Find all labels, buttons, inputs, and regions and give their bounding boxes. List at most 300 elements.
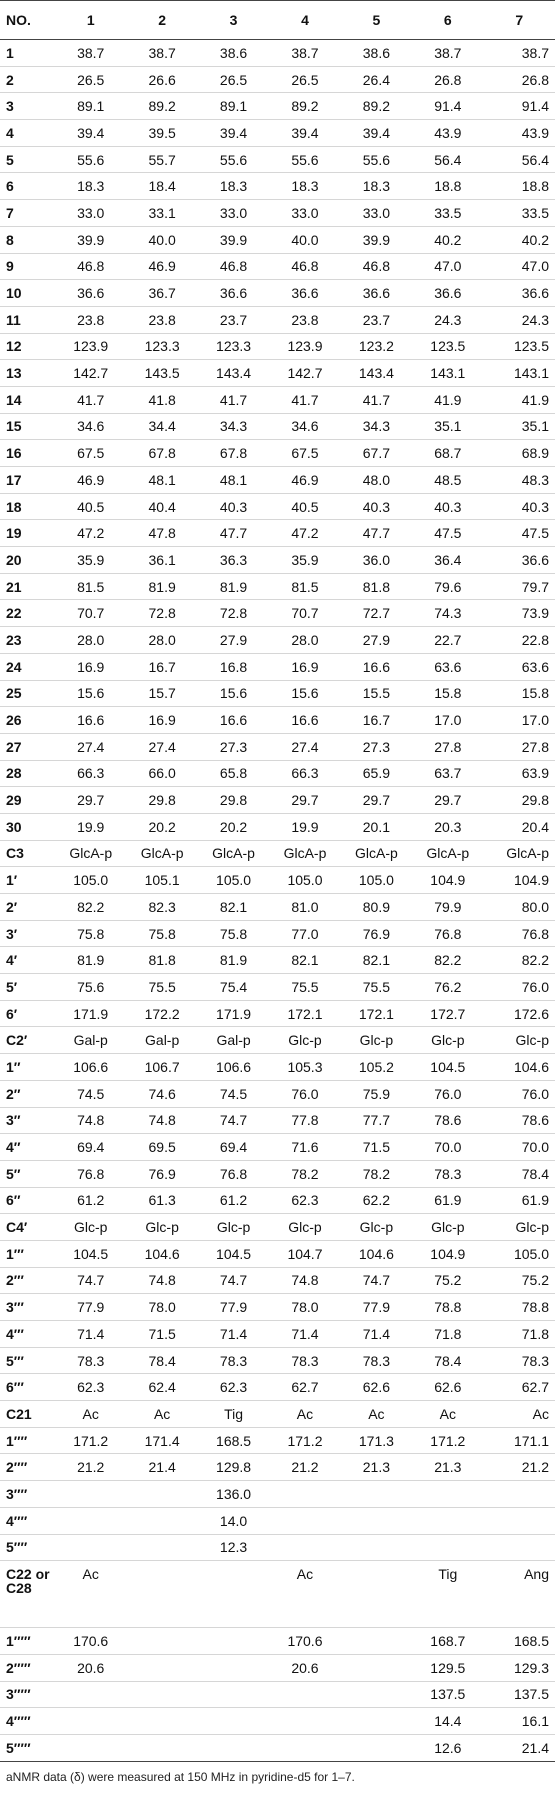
table-row xyxy=(0,1454,555,1481)
row-label: 6′ xyxy=(6,1005,18,1022)
table-cell: 16.7 xyxy=(362,712,391,729)
table-cell xyxy=(269,1534,340,1561)
table-cell: Glc-p xyxy=(431,1032,465,1049)
table-cell: 71.4 xyxy=(291,1325,319,1342)
table-cell: 21.4 xyxy=(148,1459,176,1476)
table-cell: 15.6 xyxy=(291,685,319,702)
table-cell: 18.3 xyxy=(362,178,391,195)
table-row xyxy=(0,1134,555,1161)
row-label: 6′′′ xyxy=(6,1379,24,1396)
table-cell: 36.1 xyxy=(148,551,176,568)
table-cell: 36.3 xyxy=(219,551,248,568)
table-cell: 20.6 xyxy=(77,1659,105,1676)
table-cell: GlcA-p xyxy=(426,845,470,862)
table-cell xyxy=(126,1481,197,1508)
row-label: 25 xyxy=(6,685,22,702)
table-cell: 16.9 xyxy=(148,712,176,729)
row-label: 16 xyxy=(6,445,22,462)
table-cell: 62.3 xyxy=(77,1379,105,1396)
table-cell: 65.8 xyxy=(219,765,248,782)
table-cell: 78.3 xyxy=(521,1352,549,1369)
table-cell: 47.7 xyxy=(219,525,248,542)
table-row xyxy=(0,787,555,814)
table-cell: Glc-p xyxy=(515,1219,549,1236)
table-row xyxy=(0,1481,555,1508)
table-cell: 74.8 xyxy=(291,1272,319,1289)
table-cell: 27.4 xyxy=(148,738,176,755)
table-cell: Glc-p xyxy=(288,1219,322,1236)
table-row xyxy=(0,947,555,974)
table-cell: 63.9 xyxy=(521,765,549,782)
table-cell: 23.8 xyxy=(77,311,105,328)
table-cell: GlcA-p xyxy=(212,845,255,862)
table-row xyxy=(0,547,555,574)
table-cell: 21.3 xyxy=(362,1459,391,1476)
table-cell: 78.4 xyxy=(148,1352,176,1369)
table-cell: 76.9 xyxy=(148,1165,176,1182)
table-cell: 40.5 xyxy=(77,498,105,515)
table-cell xyxy=(55,1507,126,1534)
table-cell: 77.0 xyxy=(291,925,319,942)
table-cell: 168.5 xyxy=(513,1633,549,1650)
table-row xyxy=(0,1240,555,1267)
table-cell: 105.0 xyxy=(358,872,394,889)
table-row xyxy=(0,573,555,600)
table-cell: 74.7 xyxy=(77,1272,105,1289)
table-cell: 129.8 xyxy=(216,1459,252,1476)
row-label: 27 xyxy=(6,738,22,755)
table-cell: 15.6 xyxy=(77,685,105,702)
table-cell: 55.6 xyxy=(219,151,248,168)
row-label: 19 xyxy=(6,525,22,542)
table-cell: 34.6 xyxy=(77,418,105,435)
table-cell: 62.3 xyxy=(219,1379,248,1396)
row-label: 1′′ xyxy=(6,1058,21,1075)
table-cell: 18.8 xyxy=(521,178,549,195)
table-cell: 47.8 xyxy=(148,525,176,542)
table-cell: Glc-p xyxy=(145,1219,179,1236)
table-cell: 39.9 xyxy=(77,231,105,248)
table-row xyxy=(0,173,555,200)
table-cell: 104.6 xyxy=(513,1058,549,1075)
table-row xyxy=(0,1561,555,1628)
table-row xyxy=(0,66,555,93)
table-cell: 20.4 xyxy=(521,818,549,835)
table-cell: 106.6 xyxy=(73,1058,109,1075)
table-cell: 41.7 xyxy=(77,391,105,408)
row-label: 3′′ xyxy=(6,1112,21,1129)
row-label: C21 xyxy=(6,1405,32,1422)
table-cell: 74.8 xyxy=(77,1112,105,1129)
header-compound-1: 1 xyxy=(55,1,126,40)
row-label: 2′′′ xyxy=(6,1272,24,1289)
table-cell: 71.8 xyxy=(521,1325,549,1342)
table-cell: 80.0 xyxy=(521,898,549,915)
table-footnote: aNMR data (δ) were measured at 150 MHz in pyridine-d5 for 1–7. xyxy=(6,1769,355,1784)
table-cell: 29.8 xyxy=(148,792,176,809)
table-cell: 36.6 xyxy=(291,285,319,302)
table-cell: 72.8 xyxy=(219,605,248,622)
table-cell xyxy=(198,1681,269,1708)
row-label: 8 xyxy=(6,231,14,248)
table-cell: 104.6 xyxy=(358,1245,394,1262)
table-cell: 38.7 xyxy=(77,44,105,61)
table-row xyxy=(0,653,555,680)
table-cell: 23.8 xyxy=(148,311,176,328)
table-cell: Glc-p xyxy=(359,1032,394,1049)
table-cell: 75.5 xyxy=(148,978,176,995)
table-cell xyxy=(126,1561,197,1628)
table-row xyxy=(0,1534,555,1561)
table-cell: 29.7 xyxy=(291,792,319,809)
table-cell xyxy=(341,1681,412,1708)
table-cell: 123.2 xyxy=(358,338,394,355)
row-label: 5′′′′ xyxy=(6,1539,28,1556)
table-cell: 91.4 xyxy=(521,98,549,115)
table-cell xyxy=(269,1708,340,1735)
table-cell: 24.3 xyxy=(434,311,462,328)
table-cell: 74.8 xyxy=(148,1272,176,1289)
table-row xyxy=(0,894,555,921)
table-cell: 77.8 xyxy=(291,1112,319,1129)
row-label: 14 xyxy=(6,391,22,408)
table-cell: 81.0 xyxy=(291,898,319,915)
table-cell: 36.7 xyxy=(148,285,176,302)
table-cell: 172.1 xyxy=(287,1005,323,1022)
table-cell: 81.9 xyxy=(219,578,248,595)
table-row xyxy=(0,1160,555,1187)
table-cell: 81.9 xyxy=(77,952,105,969)
table-cell: 29.8 xyxy=(219,792,248,809)
table-cell: 75.5 xyxy=(362,978,391,995)
table-cell: 36.4 xyxy=(434,551,462,568)
table-cell: 15.6 xyxy=(219,685,248,702)
table-cell xyxy=(412,1507,483,1534)
table-cell: 66.0 xyxy=(148,765,176,782)
table-cell: 82.2 xyxy=(521,952,549,969)
table-row xyxy=(0,627,555,654)
table-cell xyxy=(341,1507,412,1534)
table-cell xyxy=(412,1481,483,1508)
table-cell: 172.6 xyxy=(513,1005,549,1022)
table-cell xyxy=(126,1708,197,1735)
table-cell: 16.8 xyxy=(219,658,248,675)
table-cell: 40.3 xyxy=(521,498,549,515)
table-row xyxy=(0,867,555,894)
table-cell: 171.2 xyxy=(287,1432,323,1449)
row-label: C3 xyxy=(6,845,24,862)
table-cell: 33.5 xyxy=(521,204,549,221)
table-cell: 12.3 xyxy=(219,1539,248,1556)
table-row xyxy=(0,1187,555,1214)
table-row xyxy=(0,1267,555,1294)
table-cell: 63.6 xyxy=(521,658,549,675)
row-label: 5′ xyxy=(6,978,18,995)
table-cell: 55.6 xyxy=(362,151,391,168)
table-cell: 62.7 xyxy=(291,1379,319,1396)
table-cell: 41.9 xyxy=(521,391,549,408)
row-label: 4′′′′ xyxy=(6,1512,28,1529)
row-label: 7 xyxy=(6,204,14,221)
table-cell: 69.4 xyxy=(219,1139,248,1156)
table-cell: 76.0 xyxy=(521,1085,549,1102)
table-cell: 46.8 xyxy=(362,258,391,275)
table-cell xyxy=(126,1734,197,1761)
table-cell: 171.3 xyxy=(358,1432,394,1449)
table-cell: 89.2 xyxy=(291,98,319,115)
table-cell: 21.2 xyxy=(291,1459,319,1476)
table-cell xyxy=(55,1534,126,1561)
table-cell: 74.7 xyxy=(219,1272,248,1289)
table-cell: 68.7 xyxy=(434,445,462,462)
table-cell xyxy=(269,1681,340,1708)
table-cell: 76.8 xyxy=(434,925,462,942)
table-cell: 104.7 xyxy=(287,1245,323,1262)
row-label: 11 xyxy=(6,311,21,328)
table-cell: 38.6 xyxy=(362,44,391,61)
row-label: C4′ xyxy=(6,1219,28,1236)
table-cell: 26.8 xyxy=(521,71,549,88)
table-cell: 14.0 xyxy=(219,1512,248,1529)
table-row xyxy=(0,1347,555,1374)
table-cell: 12.6 xyxy=(434,1739,462,1756)
table-cell: 78.3 xyxy=(434,1165,462,1182)
table-cell: 48.3 xyxy=(521,471,549,488)
table-cell: Ac xyxy=(296,1405,314,1422)
table-row xyxy=(0,733,555,760)
header-compound-5: 5 xyxy=(341,1,412,40)
table-cell: 168.5 xyxy=(216,1432,252,1449)
row-label: 23 xyxy=(6,631,22,648)
table-cell: 40.2 xyxy=(521,231,549,248)
table-cell: 76.8 xyxy=(521,925,549,942)
table-cell: 76.0 xyxy=(434,1085,462,1102)
table-cell: 75.8 xyxy=(77,925,105,942)
table-cell: 105.3 xyxy=(287,1058,323,1075)
table-cell: 66.3 xyxy=(291,765,319,782)
table-cell: 38.7 xyxy=(434,44,462,61)
table-cell: 41.7 xyxy=(362,391,391,408)
row-label: 1′′′′′ xyxy=(6,1633,31,1650)
table-cell: 104.5 xyxy=(216,1245,252,1262)
table-cell: 34.3 xyxy=(362,418,391,435)
table-cell: 34.3 xyxy=(219,418,248,435)
table-cell xyxy=(341,1734,412,1761)
table-cell xyxy=(341,1481,412,1508)
table-cell: 28.0 xyxy=(291,631,319,648)
table-row xyxy=(0,386,555,413)
table-row xyxy=(0,1107,555,1134)
table-cell: 81.5 xyxy=(291,578,319,595)
table-cell: 19.9 xyxy=(291,818,319,835)
table-cell: 106.7 xyxy=(144,1058,180,1075)
table-cell: 73.9 xyxy=(521,605,549,622)
table-cell: 171.4 xyxy=(144,1432,180,1449)
table-cell: 27.4 xyxy=(77,738,105,755)
table-cell: 168.7 xyxy=(430,1633,466,1650)
table-cell: 15.8 xyxy=(521,685,549,702)
table-row xyxy=(0,280,555,307)
table-cell: 68.9 xyxy=(521,445,549,462)
table-cell xyxy=(126,1681,197,1708)
row-label: 5′′ xyxy=(6,1165,21,1182)
table-cell: Ac xyxy=(82,1566,99,1583)
table-cell: 36.6 xyxy=(434,285,462,302)
table-cell: 78.2 xyxy=(291,1165,319,1182)
row-label: 3′′′′′ xyxy=(6,1686,31,1703)
table-cell: Ac xyxy=(153,1405,171,1422)
table-cell: 81.9 xyxy=(219,952,248,969)
table-cell: Gal-p xyxy=(216,1032,251,1049)
table-cell: 46.9 xyxy=(291,471,319,488)
table-cell: 26.8 xyxy=(434,71,462,88)
table-cell: 33.0 xyxy=(77,204,105,221)
table-cell: 46.9 xyxy=(148,258,176,275)
table-cell: 171.9 xyxy=(216,1005,252,1022)
table-cell: 41.7 xyxy=(219,391,248,408)
table-cell: 82.2 xyxy=(77,898,105,915)
header-compound-2: 2 xyxy=(126,1,197,40)
table-cell: 123.3 xyxy=(216,338,252,355)
table-cell: 40.3 xyxy=(434,498,462,515)
table-cell: 171.1 xyxy=(513,1432,549,1449)
table-cell: 62.6 xyxy=(434,1379,462,1396)
table-cell: 70.0 xyxy=(434,1139,462,1156)
table-cell: 105.0 xyxy=(216,872,252,889)
table-cell xyxy=(198,1561,269,1628)
table-row xyxy=(0,1374,555,1401)
table-cell: 81.5 xyxy=(77,578,105,595)
table-cell: 27.3 xyxy=(362,738,391,755)
table-cell xyxy=(412,1534,483,1561)
table-cell: 26.5 xyxy=(219,71,248,88)
table-cell: 36.6 xyxy=(521,285,549,302)
table-cell: 47.7 xyxy=(362,525,391,542)
row-label: 3′ xyxy=(6,925,18,942)
table-cell: 29.7 xyxy=(362,792,391,809)
table-cell: 47.2 xyxy=(291,525,319,542)
table-cell: 137.5 xyxy=(513,1686,549,1703)
table-cell: 38.6 xyxy=(219,44,248,61)
table-cell: 16.6 xyxy=(77,712,105,729)
table-cell: 34.6 xyxy=(291,418,319,435)
table-cell: 70.0 xyxy=(521,1139,549,1156)
table-cell: 46.9 xyxy=(77,471,105,488)
table-cell: Glc-p xyxy=(431,1219,465,1236)
table-cell xyxy=(269,1481,340,1508)
table-cell: 104.9 xyxy=(430,1245,466,1262)
table-cell: 105.0 xyxy=(287,872,323,889)
table-cell: 129.3 xyxy=(513,1659,549,1676)
table-cell: GlcA-p xyxy=(69,845,113,862)
table-cell: Ac xyxy=(368,1405,385,1422)
table-row xyxy=(0,974,555,1001)
row-label: 20 xyxy=(6,551,22,568)
table-cell: 70.7 xyxy=(77,605,105,622)
header-no: NO. xyxy=(0,1,55,40)
table-cell: 35.9 xyxy=(291,551,319,568)
table-cell xyxy=(55,1481,126,1508)
table-cell: 16.6 xyxy=(362,658,391,675)
table-row xyxy=(0,1628,555,1655)
table-cell: 21.2 xyxy=(521,1459,549,1476)
table-cell: 36.6 xyxy=(77,285,105,302)
table-cell: 75.9 xyxy=(362,1085,391,1102)
table-cell: 33.1 xyxy=(148,204,176,221)
table-cell xyxy=(341,1628,412,1655)
table-cell: 71.4 xyxy=(77,1325,105,1342)
table-cell: 17.0 xyxy=(434,712,462,729)
table-cell: 78.3 xyxy=(219,1352,248,1369)
table-cell: 18.3 xyxy=(77,178,105,195)
row-label: 3 xyxy=(6,98,14,115)
row-label: 4′ xyxy=(6,952,18,969)
table-cell: 16.7 xyxy=(148,658,176,675)
table-cell: 47.2 xyxy=(77,525,105,542)
table-cell: 47.0 xyxy=(521,258,549,275)
table-cell: 143.1 xyxy=(430,365,466,382)
table-cell: 104.5 xyxy=(73,1245,109,1262)
table-cell xyxy=(126,1628,197,1655)
row-label: 12 xyxy=(6,338,22,355)
row-label: 5′′′ xyxy=(6,1352,24,1369)
table-cell: 143.4 xyxy=(216,365,252,382)
table-cell: 61.2 xyxy=(77,1192,105,1209)
table-cell: 79.9 xyxy=(434,898,462,915)
table-row xyxy=(0,413,555,440)
table-cell: 67.5 xyxy=(77,445,105,462)
table-cell: 46.8 xyxy=(291,258,319,275)
table-cell: 24.3 xyxy=(521,311,549,328)
table-cell: 62.6 xyxy=(362,1379,391,1396)
table-cell xyxy=(126,1534,197,1561)
table-cell: 46.8 xyxy=(219,258,248,275)
row-label: 6 xyxy=(6,178,14,195)
table-row xyxy=(0,93,555,120)
table-cell: 76.8 xyxy=(219,1165,248,1182)
table-cell: 33.0 xyxy=(362,204,391,221)
table-cell: 40.3 xyxy=(219,498,248,515)
table-row xyxy=(0,253,555,280)
table-cell: 20.3 xyxy=(434,818,462,835)
table-cell: 82.1 xyxy=(362,952,391,969)
row-label: 4 xyxy=(6,124,14,141)
table-cell: 82.2 xyxy=(434,952,462,969)
table-row xyxy=(0,1681,555,1708)
table-cell xyxy=(341,1534,412,1561)
table-cell: 81.8 xyxy=(148,952,176,969)
table-cell: 35.1 xyxy=(434,418,462,435)
table-cell: 18.8 xyxy=(434,178,462,195)
table-cell xyxy=(341,1561,412,1628)
row-label: 28 xyxy=(6,765,22,782)
row-label: 2′′′′ xyxy=(6,1459,28,1476)
row-label: 1′′′ xyxy=(6,1245,24,1262)
table-cell: 16.9 xyxy=(77,658,105,675)
table-cell: 82.1 xyxy=(291,952,319,969)
table-cell: 29.8 xyxy=(521,792,549,809)
table-cell xyxy=(198,1654,269,1681)
table-cell: 129.5 xyxy=(430,1659,466,1676)
table-cell: 61.9 xyxy=(521,1192,549,1209)
table-cell: 17.0 xyxy=(521,712,549,729)
table-cell: 75.2 xyxy=(521,1272,549,1289)
table-cell: 34.4 xyxy=(148,418,176,435)
table-cell: 171.2 xyxy=(430,1432,466,1449)
table-cell xyxy=(55,1708,126,1735)
table-cell: 78.3 xyxy=(362,1352,391,1369)
table-cell: 39.5 xyxy=(148,124,176,141)
